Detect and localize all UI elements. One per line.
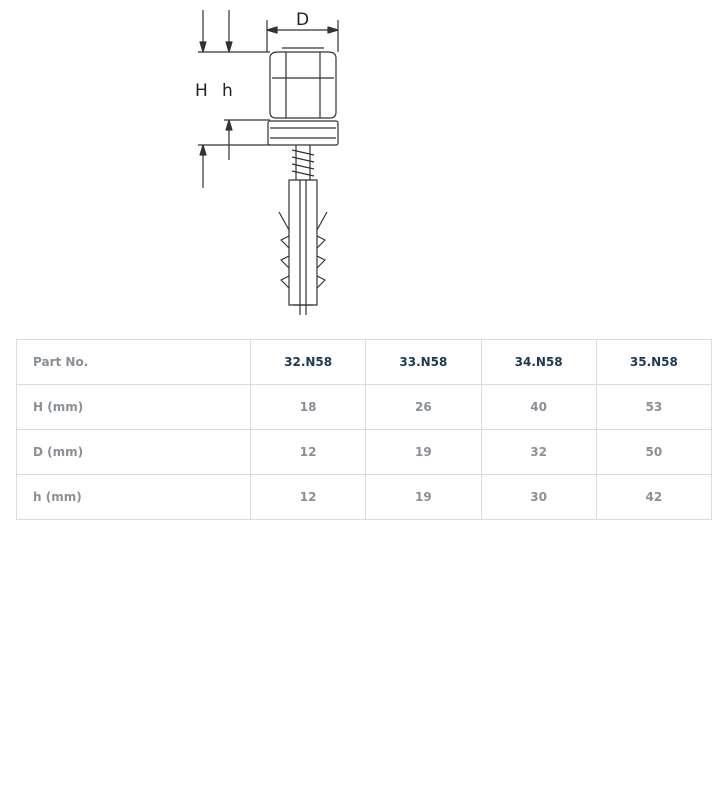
table-cell: 12	[251, 430, 366, 475]
dim-label-D: D	[296, 10, 310, 30]
table-row	[17, 430, 712, 475]
table-header-row	[17, 340, 712, 385]
table-cell: 18	[251, 385, 366, 430]
dimension-table	[16, 339, 712, 520]
table-cell: 32	[481, 430, 596, 475]
dim-label-h: h	[222, 81, 233, 101]
table-cell: 19	[366, 430, 481, 475]
table-cell: 50	[596, 430, 711, 475]
table-cell: 19	[366, 475, 481, 520]
technical-drawing	[0, 0, 720, 330]
row-label: H (mm)	[17, 385, 251, 430]
table-cell: 40	[481, 385, 596, 430]
table-row	[17, 475, 712, 520]
table-cell: 53	[596, 385, 711, 430]
dim-label-H: H	[195, 81, 208, 101]
row-label: h (mm)	[17, 475, 251, 520]
table-cell: 42	[596, 475, 711, 520]
header-label: Part No.	[17, 340, 251, 385]
part-number: 35.N58	[596, 340, 711, 385]
table-row	[17, 385, 712, 430]
part-number: 32.N58	[251, 340, 366, 385]
row-label: D (mm)	[17, 430, 251, 475]
part-number: 33.N58	[366, 340, 481, 385]
table-cell: 30	[481, 475, 596, 520]
part-number: 34.N58	[481, 340, 596, 385]
table-cell: 26	[366, 385, 481, 430]
table-cell: 12	[251, 475, 366, 520]
